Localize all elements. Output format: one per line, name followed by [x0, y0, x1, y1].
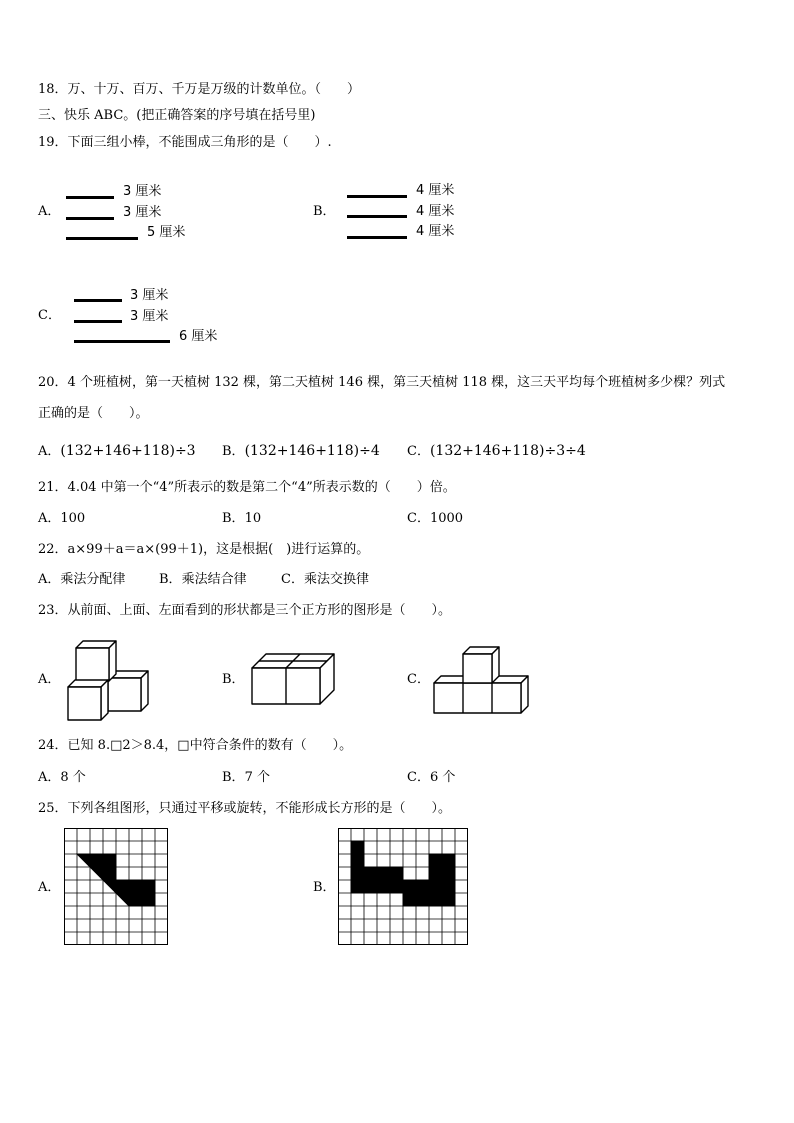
- q25-option-a-letter: A．: [38, 880, 61, 895]
- question-25: 25．下列各组图形，只通过平移或旋转，不能形成长方形的是（ ）。: [38, 801, 452, 816]
- q23-option-c-letter: C．: [407, 672, 430, 687]
- q23-option-a-cubes-figure: [66, 636, 156, 722]
- q21-option-b: [222, 511, 261, 527]
- q19-a-stick-3-label: 5 厘米: [147, 225, 186, 240]
- question-18: 18．万、十万、百万、千万是万级的计数单位。（ ）: [38, 82, 361, 97]
- q22-option-b-letter: B．: [159, 572, 182, 587]
- q19-c-stick-3-label: 6 厘米: [179, 329, 218, 344]
- q19-b-stick-3-label: 4 厘米: [416, 224, 455, 239]
- q22-option-c-letter: C．: [281, 572, 304, 587]
- q21-option-a: [38, 511, 85, 527]
- q22-option-c-text: 乘法交换律: [303, 572, 369, 587]
- q23-option-a-letter: A．: [38, 672, 61, 687]
- q19-a-stick-3: [66, 237, 138, 240]
- q19-a-stick-1: [66, 196, 114, 199]
- question-23: 23．从前面、上面、左面看到的形状都是三个正方形的图形是（ ）。: [38, 603, 452, 618]
- q19-option-b-letter: B．: [313, 204, 336, 219]
- question-19: 19．下面三组小棒，不能围成三角形的是（ ）.: [38, 135, 332, 150]
- q22-option-a-text: 乘法分配律: [60, 572, 126, 587]
- q20-option-b-letter: B．: [222, 444, 245, 459]
- q21-option-a-letter: A．: [38, 511, 61, 526]
- q22-option-a-letter: A．: [38, 572, 61, 587]
- q22-option-a: [38, 572, 125, 588]
- q24-option-a-text: 8 个: [60, 770, 86, 785]
- q19-c-stick-1-label: 3 厘米: [130, 288, 169, 303]
- q19-c-stick-3: [74, 340, 170, 343]
- q21-option-c-text: 1000: [429, 511, 464, 526]
- q20-option-b-formula: (132+146+118)÷4: [244, 443, 380, 459]
- q19-b-stick-2: [347, 215, 407, 218]
- question-20-line-1: 20．4 个班植树，第一天植树 132 棵，第二天植树 146 棵，第三天植树 118 棵，这三天平均每个班植树多少棵？列式: [38, 375, 726, 390]
- question-24: 24．已知 8.□2＞8.4，□中符合条件的数有（ ）。: [38, 738, 353, 753]
- question-20-line-2: 正确的是（ ）。: [38, 406, 149, 421]
- q19-b-stick-3: [347, 236, 407, 239]
- q19-c-stick-2-label: 3 厘米: [130, 309, 169, 324]
- q21-option-a-text: 100: [60, 511, 86, 526]
- q25-option-b-grid-figure: [338, 828, 468, 945]
- q24-option-a-letter: A．: [38, 770, 61, 785]
- q25-option-a-grid-figure: [64, 828, 168, 945]
- q23-option-b-cubes-figure: [250, 652, 336, 708]
- q20-option-b: [222, 443, 380, 460]
- q19-a-stick-1-label: 3 厘米: [123, 184, 162, 199]
- section-heading: 三、快乐 ABC。(把正确答案的序号填在括号里): [38, 108, 316, 123]
- q20-option-a: [38, 443, 196, 460]
- q22-option-b: [159, 572, 247, 588]
- q20-option-a-formula: (132+146+118)÷3: [60, 443, 196, 459]
- q24-option-b-text: 7 个: [244, 770, 270, 785]
- q24-option-a: [38, 770, 86, 786]
- q19-b-stick-2-label: 4 厘米: [416, 204, 455, 219]
- q22-option-b-text: 乘法结合律: [181, 572, 247, 587]
- q23-option-c-cubes-figure: [432, 644, 530, 714]
- q19-b-stick-1: [347, 195, 407, 198]
- q20-option-c: [407, 443, 586, 460]
- q23-option-b-letter: B．: [222, 672, 245, 687]
- q24-option-c-text: 6 个: [429, 770, 456, 785]
- q21-option-c: [407, 511, 463, 527]
- q21-option-c-letter: C．: [407, 511, 430, 526]
- q21-option-b-text: 10: [244, 511, 262, 526]
- q22-option-c: [281, 572, 369, 588]
- q19-c-stick-2: [74, 320, 122, 323]
- q24-option-c-letter: C．: [407, 770, 430, 785]
- q24-option-b: [222, 770, 270, 786]
- q19-b-stick-1-label: 4 厘米: [416, 183, 455, 198]
- q20-option-c-letter: C．: [407, 444, 430, 459]
- q19-c-stick-1: [74, 299, 122, 302]
- q24-option-b-letter: B．: [222, 770, 245, 785]
- q19-option-a-letter: A．: [38, 204, 61, 219]
- q24-option-c: [407, 770, 455, 786]
- q19-a-stick-2: [66, 217, 114, 220]
- q19-a-stick-2-label: 3 厘米: [123, 205, 162, 220]
- question-22: 22．a×99＋a＝a×(99＋1)，这是根据( )进行运算的。: [38, 542, 370, 557]
- q21-option-b-letter: B．: [222, 511, 245, 526]
- q20-option-c-formula: (132+146+118)÷3÷4: [429, 443, 586, 459]
- q20-option-a-letter: A．: [38, 444, 61, 459]
- q25-option-b-letter: B．: [313, 880, 336, 895]
- question-21: 21．4.04 中第一个“4”所表示的数是第二个“4”所表示数的（ ）倍。: [38, 480, 456, 495]
- q19-option-c-letter: C．: [38, 308, 61, 323]
